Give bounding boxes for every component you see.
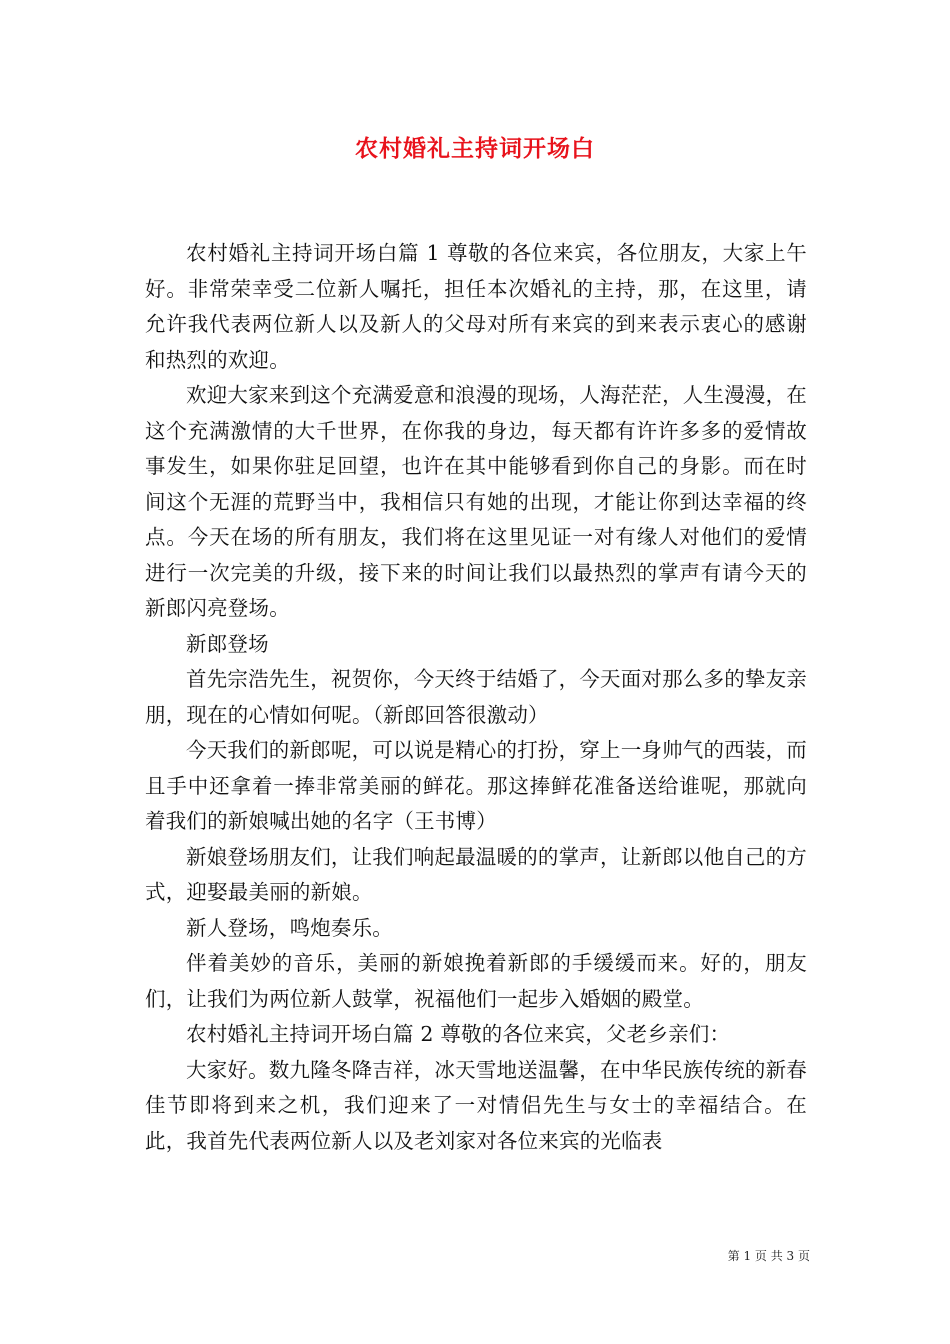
paragraph-7: 新人登场，鸣炮奏乐。: [186, 915, 393, 940]
paragraph-3: 新郎登场: [186, 631, 269, 656]
paragraph-10: 大家好。数九隆冬降吉祥，冰天雪地送温馨，在中华民族传统的新春佳节即将到来之机，我们迎来了一对情侣先生与女士的幸福结合。在此，我首先代表两位新人以及老刘家对各位来宾的光临表: [145, 1057, 807, 1153]
paragraph-1: 农村婚礼主持词开场白篇 1 尊敬的各位来宾，各位朋友，大家上午好。非常荣幸受二位新人嘱托，担任本次婚礼的主持，那，在这里，请允许我代表两位新人以及新人的父母对所有来宾的到来表示衷心的感谢和热烈的欢迎。: [145, 241, 807, 372]
paragraph-9: 农村婚礼主持词开场白篇 2 尊敬的各位来宾，父老乡亲们：: [186, 1022, 731, 1046]
paragraph-2: 欢迎大家来到这个充满爱意和浪漫的现场，人海茫茫，人生漫漫，在这个充满激情的大千世界，在你我的身边，每天都有许许多多的爱情故事发生，如果你驻足回望，也许在其中能够看到你自己的身影。而在时间这个无涯的荒野当中，我相信只有她的出现，才能让你到达幸福的终点。今天在场的所有朋友，我们将在这里见证一对有缘人对他们的爱情进行一次完美的升级，接下来的时间让我们以最热烈的掌声有请今天的新郎闪亮登场。: [145, 383, 807, 620]
paragraph-6: 新娘登场朋友们，让我们响起最温暖的的掌声，让新郎以他自己的方式，迎娶最美丽的新娘。: [145, 844, 807, 904]
paragraph-5: 今天我们的新郎呢，可以说是精心的打扮，穿上一身帅气的西装，而且手中还拿着一捧非常美丽的鲜花。那这捧鲜花准备送给谁呢，那就向着我们的新娘喊出她的名字（王书博）: [145, 738, 807, 833]
page-number-footer: 第 1 页 共 3 页: [727, 1249, 810, 1263]
document-body: [145, 236, 807, 1159]
paragraph-4: 首先宗浩先生，祝贺你，今天终于结婚了，今天面对那么多的挚友亲朋，现在的心情如何呢。（新郎回答很激动）: [145, 667, 807, 727]
paragraph-8: 伴着美妙的音乐，美丽的新娘挽着新郎的手缓缓而来。好的，朋友们，让我们为两位新人鼓掌，祝福他们一起步入婚姻的殿堂。: [145, 951, 807, 1011]
document-title: 农村婚礼主持词开场白: [355, 135, 595, 162]
